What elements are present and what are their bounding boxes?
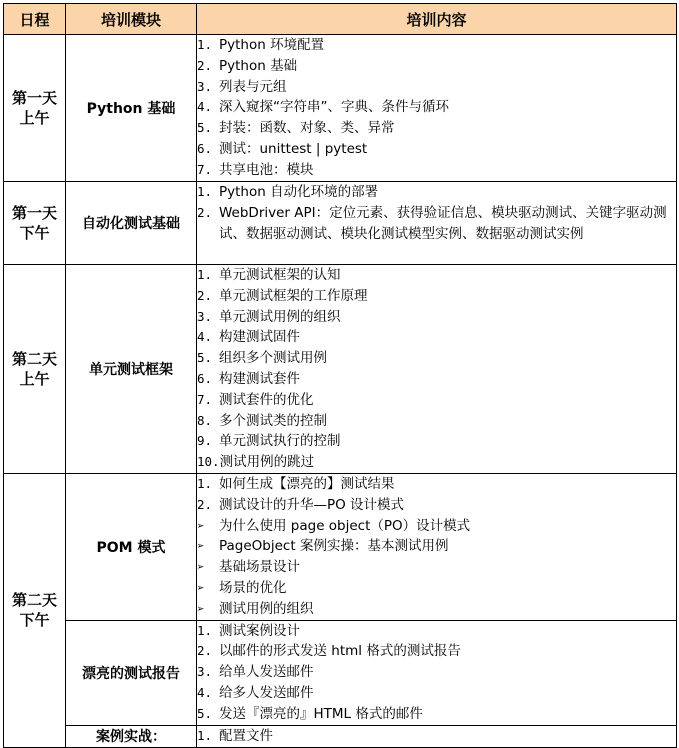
- list-item: [197, 203, 676, 245]
- training-schedule-table: [3, 3, 677, 748]
- list-item-text: 测试套件的优化: [219, 391, 314, 408]
- content-cell: [197, 35, 677, 182]
- list-item: [197, 327, 676, 348]
- list-item: [197, 369, 676, 390]
- module-cell: 自动化测试基础: [66, 182, 197, 265]
- day-cell: [4, 265, 66, 474]
- header-row: [4, 4, 677, 35]
- list-item-number: 3.: [197, 664, 213, 680]
- list-item: [197, 139, 676, 160]
- list-item: [197, 495, 676, 516]
- header-module: 培训模块: [66, 4, 197, 35]
- list-item: [197, 97, 676, 118]
- day-label: [12, 350, 57, 388]
- list-item-number: 1.: [197, 476, 213, 491]
- list-item-number: 1.: [197, 727, 213, 743]
- day-cell: [4, 474, 66, 748]
- list-item-number: 2.: [197, 57, 213, 73]
- content-list: [197, 265, 676, 473]
- list-item: [197, 516, 676, 537]
- list-item: [197, 265, 676, 286]
- list-item-text: 配置文件: [219, 727, 273, 744]
- list-item-text: 单元测试执行的控制: [219, 433, 341, 450]
- content-cell: [197, 474, 677, 621]
- day-label-line: 第二天: [11, 350, 57, 368]
- list-item: [197, 726, 676, 747]
- list-item-number: 3.: [197, 308, 213, 324]
- list-item-text: 列表与元组: [219, 78, 287, 95]
- list-item-text: 单元测试用例的组织: [219, 308, 341, 325]
- list-item: [197, 118, 676, 139]
- list-item-text: 封装：函数、对象、类、异常: [219, 120, 395, 137]
- list-item-text: 共享电池：模块: [219, 161, 314, 178]
- list-item: [197, 662, 676, 683]
- list-item: [197, 431, 676, 452]
- list-item-number: 7.: [197, 391, 213, 407]
- list-item-number: 5.: [197, 705, 213, 721]
- list-item-text: 单元测试框架的工作原理: [219, 287, 368, 304]
- list-item-number: 3.: [197, 78, 213, 94]
- day-label: [12, 204, 57, 242]
- list-item-number: 2.: [197, 496, 213, 512]
- module-cell: 单元测试框架: [66, 265, 197, 474]
- list-item: [197, 621, 676, 642]
- list-item-text: 测试案例设计: [219, 622, 300, 639]
- list-item-text: 构建测试固件: [219, 329, 300, 346]
- content-cell: [197, 265, 677, 474]
- list-item: [197, 578, 676, 599]
- list-item-text: 测试用例的跳过: [219, 454, 315, 471]
- list-item-text: 给单人发送邮件: [219, 664, 314, 681]
- list-item-number: 4.: [197, 99, 213, 115]
- table-row: [4, 265, 677, 474]
- list-item-number: 5.: [197, 350, 213, 366]
- list-item-text: 给多人发送邮件: [219, 684, 314, 701]
- list-item-text: 发送『漂亮的』HTML 格式的邮件: [219, 705, 423, 722]
- arrow-bullet-icon: ➢: [197, 538, 205, 554]
- list-item-text: Python 环境配置: [219, 37, 325, 53]
- list-item-number: 2.: [197, 204, 213, 220]
- day-label-line: 上午: [19, 109, 50, 127]
- header-content: 培训内容: [197, 4, 677, 35]
- list-item: [197, 599, 676, 620]
- list-item-number: 10.: [197, 454, 220, 470]
- arrow-bullet-icon: ➢: [197, 579, 205, 595]
- day-label-line: 第一天: [11, 89, 57, 107]
- list-item: [197, 411, 676, 432]
- list-item: [197, 474, 676, 495]
- arrow-bullet-icon: ➢: [197, 600, 205, 616]
- list-item-number: 4.: [197, 329, 213, 345]
- content-list: [197, 35, 676, 181]
- list-item: [197, 160, 676, 181]
- list-item-text: 基础场景设计: [219, 559, 300, 576]
- content-list: [197, 621, 676, 725]
- list-item-number: 6.: [197, 370, 213, 386]
- table-row: [4, 725, 677, 747]
- list-item-text: 单元测试框架的认知: [219, 267, 341, 283]
- list-item-number: 1.: [197, 184, 213, 199]
- list-item-number: 5.: [197, 120, 213, 136]
- day-label: [12, 591, 57, 629]
- list-item-text: 测试用例的组织: [219, 600, 314, 617]
- content-cell: [197, 182, 677, 265]
- list-item: [197, 683, 676, 704]
- list-item: [197, 557, 676, 578]
- list-item-text: 构建测试套件: [219, 370, 300, 387]
- list-item: [197, 286, 676, 307]
- list-item: [197, 390, 676, 411]
- module-cell: Python 基础: [66, 35, 197, 182]
- list-item-text: 以邮件的形式发送 html 格式的测试报告: [219, 643, 461, 660]
- list-item-number: 2.: [197, 287, 213, 303]
- table-row: [4, 474, 677, 621]
- day-label-line: 上午: [19, 370, 50, 388]
- list-item-number: 4.: [197, 684, 213, 700]
- list-item-text: 为什么使用 page object（PO）设计模式: [219, 517, 471, 534]
- table-row: [4, 620, 677, 725]
- content-list: [197, 726, 676, 747]
- table-row: [4, 182, 677, 265]
- list-item-number: 6.: [197, 140, 213, 156]
- list-item-text: PageObject 案例实操：基本测试用例: [219, 538, 449, 555]
- day-label: [12, 89, 57, 127]
- arrow-bullet-icon: ➢: [197, 517, 205, 533]
- list-item: [197, 182, 676, 203]
- list-item-text: 测试：unittest | pytest: [219, 140, 368, 157]
- module-cell: 案例实战：: [66, 725, 197, 747]
- list-item-number: 1.: [197, 37, 213, 52]
- list-item-number: 8.: [197, 412, 213, 428]
- list-item-text: 如何生成【漂亮的】测试结果: [219, 476, 395, 492]
- list-item-text: Python 自动化环境的部署: [219, 184, 379, 200]
- list-item-text: 测试设计的升华—PO 设计模式: [219, 496, 405, 513]
- day-label-line: 下午: [19, 611, 50, 630]
- module-cell: 漂亮的测试报告: [66, 620, 197, 725]
- list-item-number: 1.: [197, 267, 213, 282]
- arrow-bullet-icon: ➢: [197, 559, 205, 575]
- list-item: [197, 348, 676, 369]
- list-item: [197, 704, 676, 725]
- list-item-text: 深入窥探“字符串”、字典、条件与循环: [219, 99, 449, 116]
- list-item-text: WebDriver API：定位元素、获得验证信息、模块驱动测试、关键字驱动测试、数据驱动测试、模块化测试模型实例、数据驱动测试实例: [219, 204, 667, 242]
- module-cell: POM 模式: [66, 474, 197, 621]
- list-item-number: 2.: [197, 643, 213, 659]
- day-cell: [4, 182, 66, 265]
- content-list: [197, 182, 676, 244]
- day-label-line: 下午: [19, 224, 50, 242]
- list-item-number: 9.: [197, 433, 213, 449]
- list-item-text: 组织多个测试用例: [219, 350, 327, 367]
- header-schedule: 日程: [4, 4, 66, 35]
- list-item-text: Python 基础: [219, 57, 298, 74]
- content-cell: [197, 725, 677, 747]
- content-cell: [197, 620, 677, 725]
- list-item: [197, 641, 676, 662]
- list-item: [197, 307, 676, 328]
- list-item-text: 场景的优化: [219, 579, 287, 596]
- day-label-line: 第二天: [11, 591, 57, 610]
- list-item: [197, 56, 676, 77]
- list-item: [197, 536, 676, 557]
- content-list: [197, 474, 676, 620]
- list-item-number: 7.: [197, 161, 213, 177]
- list-item: [197, 77, 676, 98]
- day-label-line: 第一天: [11, 204, 57, 222]
- day-cell: [4, 35, 66, 182]
- list-item: [197, 452, 676, 473]
- list-item-text: 多个测试类的控制: [219, 412, 327, 429]
- list-item-number: 1.: [197, 622, 213, 638]
- table-row: [4, 35, 677, 182]
- list-item: [197, 35, 676, 56]
